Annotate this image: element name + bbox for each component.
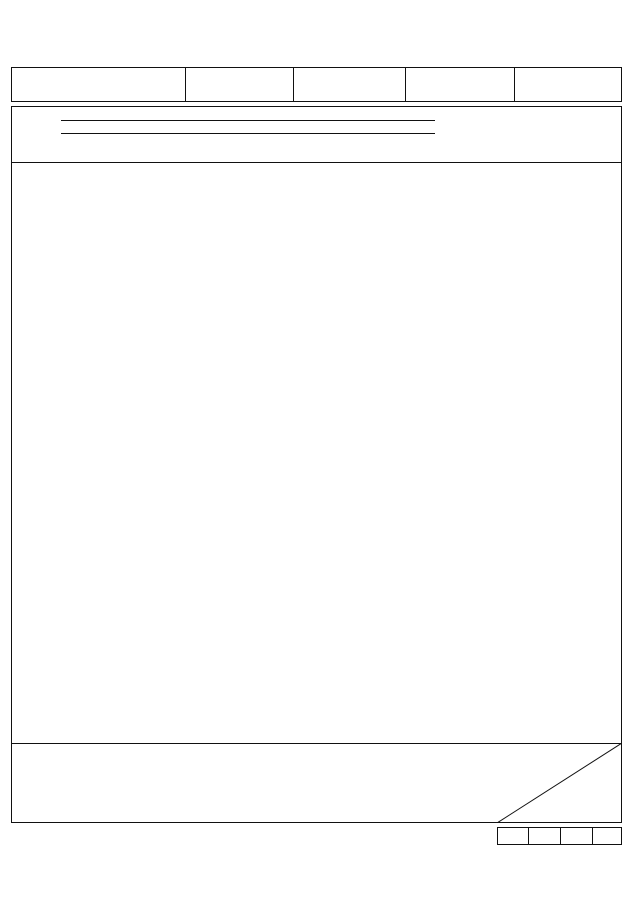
remarks-diagonal [497, 743, 622, 823]
record-table [11, 106, 622, 823]
info-box [11, 67, 622, 102]
